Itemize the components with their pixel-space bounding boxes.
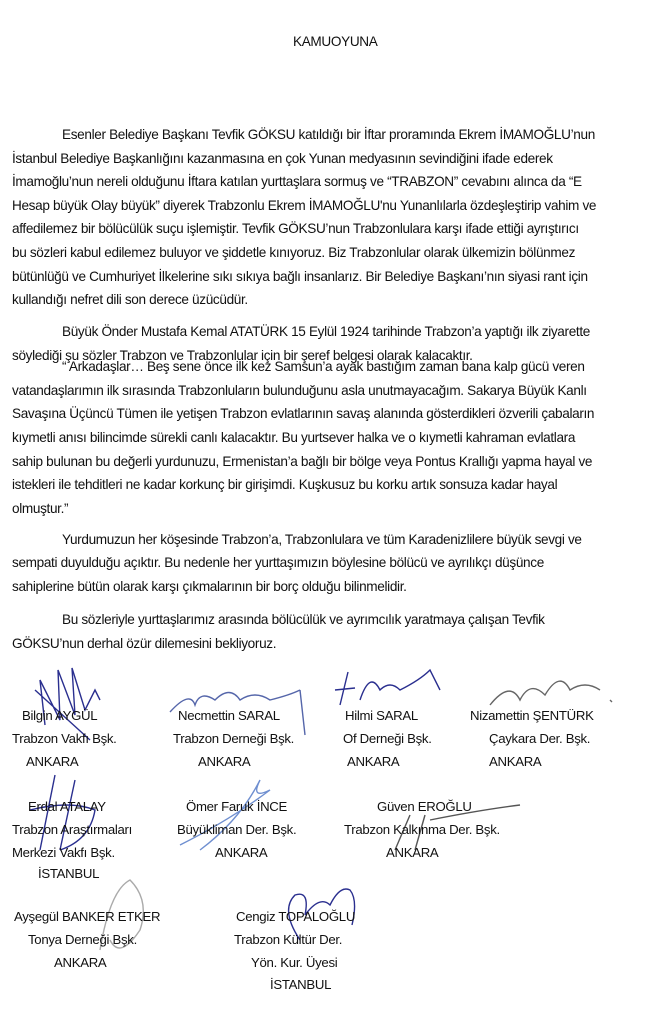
paragraph-line: istekleri ile tehditleri ne kadar korkunç bir girişimdi. Kuşkusuz bu korku artık sonsuza kadar hayal (12, 477, 558, 492)
signatory-detail: ANKARA (215, 845, 268, 860)
document-title: KAMUOYUNA (293, 34, 378, 49)
signatory-detail: ANKARA (347, 754, 400, 769)
signatory-name: Güven EROĞLU (377, 799, 472, 814)
signatory-name: Nizamettin ŞENTÜRK (470, 708, 594, 723)
signatory-detail: ANKARA (489, 754, 542, 769)
paragraph-line: sahip bulunan bu değerli yurdunuzu, Ermenistan’a bağlı bir bölge veya Pontus Krallığı yapma hayal ve (12, 454, 593, 469)
signatory-detail: Yön. Kur. Üyesi (251, 955, 338, 970)
paragraph-line: “ Arkadaşlar… Beş sene önce ilk kez Samsun’a ayak bastığım zaman bana kalp gücü veren (62, 359, 585, 374)
signatory-detail: Merkezi Vakfı Bşk. (12, 845, 115, 860)
paragraph-line: GÖKSU’nun derhal özür dilemesini bekliyoruz. (12, 636, 277, 651)
signature-aygul (35, 668, 100, 740)
paragraph-line: söylediği şu sözler Trabzon ve Trabzonlular için bir şeref belgesi olarak kalacaktır. (12, 348, 473, 363)
signatory-detail: İSTANBUL (38, 866, 100, 881)
paragraph-line: sahiplerine bütün olarak karşı çıkmalarının bir borç olduğu bilinmelidir. (12, 579, 407, 594)
paragraph-line: sempati duyulduğu açıktır. Bu nedenle her yurttaşımızın böylesine bölücü ve ayrılıkçı düşünce (12, 555, 544, 570)
signatory-detail: Trabzon Derneği Bşk. (173, 731, 295, 746)
paragraph-line: Hesap büyük Olay büyük” diyerek Trabzonlu Ekrem İMAMOĞLU'nu Yunanlılarla özdeşleştirip vahim ve (12, 198, 597, 213)
paragraph-line: bütünlüğü ve Cumhuriyet İlkelerine sıkı sıkıya bağlı insanlarız. Bir Belediye Başkanı’nın siyasi rant için (12, 269, 588, 284)
signatory-detail: Trabzon Vakfı Bşk. (12, 731, 117, 746)
signatory-detail: ANKARA (198, 754, 251, 769)
signatory-detail: Büyükliman Der. Bşk. (177, 822, 297, 837)
signatory-detail: Tonya Derneği Bşk. (28, 932, 137, 947)
signatory-name: Bilgin AYGÜL (22, 708, 98, 723)
signatory-detail: ANKARA (386, 845, 439, 860)
signatory-detail: Trabzon Kültür Der. (234, 932, 343, 947)
signatory-name: Ayşegül BANKER ETKER (14, 909, 161, 924)
paragraph-line: Bu sözleriyle yurttaşlarımız arasında bölücülük ve ayrımcılık yaratmaya çalışan Tevfik (62, 612, 545, 627)
signatory-name: Necmettin SARAL (178, 708, 280, 723)
paragraph-line: kıymetli anısı bilincimde sürekli canlı kalacaktır. Bu yurtsever halka ve o kıymetli kahraman evlatlara (12, 430, 576, 445)
signature-ince (180, 780, 270, 850)
paragraph-line: olmuştur.” (12, 501, 69, 516)
signatory-name: Erdal ATALAY (28, 799, 106, 814)
signatory-detail: Trabzon Araştırmaları (12, 822, 132, 837)
signatory-name: Hilmi SARAL (345, 708, 418, 723)
signature-saral-h (335, 670, 440, 705)
signatory-detail: Çaykara Der. Bşk. (489, 731, 591, 746)
signatory-detail: Trabzon Kalkınma Der. Bşk. (344, 822, 500, 837)
signature-senturk (490, 681, 612, 705)
signatory-detail: ANKARA (54, 955, 107, 970)
paragraph-line: Savaşına Üçüncü Tümen ile yetişen Trabzon evlatlarının savaş alanında gösterdikleri özverili çabaların (12, 406, 595, 421)
paragraph-line: vatandaşlarımın ilk sırasında Trabzonluların bulunduğunu asla unutmayacağım. Sakarya Büyük Kanlı (12, 383, 587, 398)
paragraph-line: Büyük Önder Mustafa Kemal ATATÜRK 15 Eylül 1924 tarihinde Trabzon’a yaptığı ilk ziyarette (62, 324, 590, 339)
paragraph-line: Yurdumuzun her köşesinde Trabzon’a, Trabzonlulara ve tüm Karadenizlilere büyük sevgi ve (62, 532, 582, 547)
paragraph-line: Esenler Belediye Başkanı Tevfik GÖKSU katıldığı bir İftar proramında Ekrem İMAMOĞLU’nun (62, 127, 595, 142)
paragraph-line: bu sözleri kabul edilemez buluyor ve şiddetle kınıyoruz. Biz Trabzonlular olarak ülkemizin bölünmez (12, 245, 576, 260)
paragraph-line: İmamoğlu’nun nereli olduğunu İftara katılan yurttaşlara sormuş ve “TRABZON” cevabını alınca da “E (12, 174, 582, 189)
signatory-name: Cengiz TOPALOĞLU (236, 909, 356, 924)
signatory-detail: Of Derneği Bşk. (343, 731, 432, 746)
signatory-detail: ANKARA (26, 754, 79, 769)
signatory-detail: İSTANBUL (270, 977, 332, 992)
signatory-name: Ömer Faruk İNCE (186, 799, 288, 814)
paragraph-line: kullandığı nefret dili son derece üzücüdür. (12, 292, 248, 307)
paragraph-line: İstanbul Belediye Başkanlığını kazanmasına en çok Yunan medyasının sevindiğini ifade ederek (12, 151, 553, 166)
paragraph-line: affedilemez bir bölücülük suçu işlemiştir. Tevfik GÖKSU’nun Trabzonlulara karşı ifade ettiği ayrıştırıcı (12, 221, 579, 236)
